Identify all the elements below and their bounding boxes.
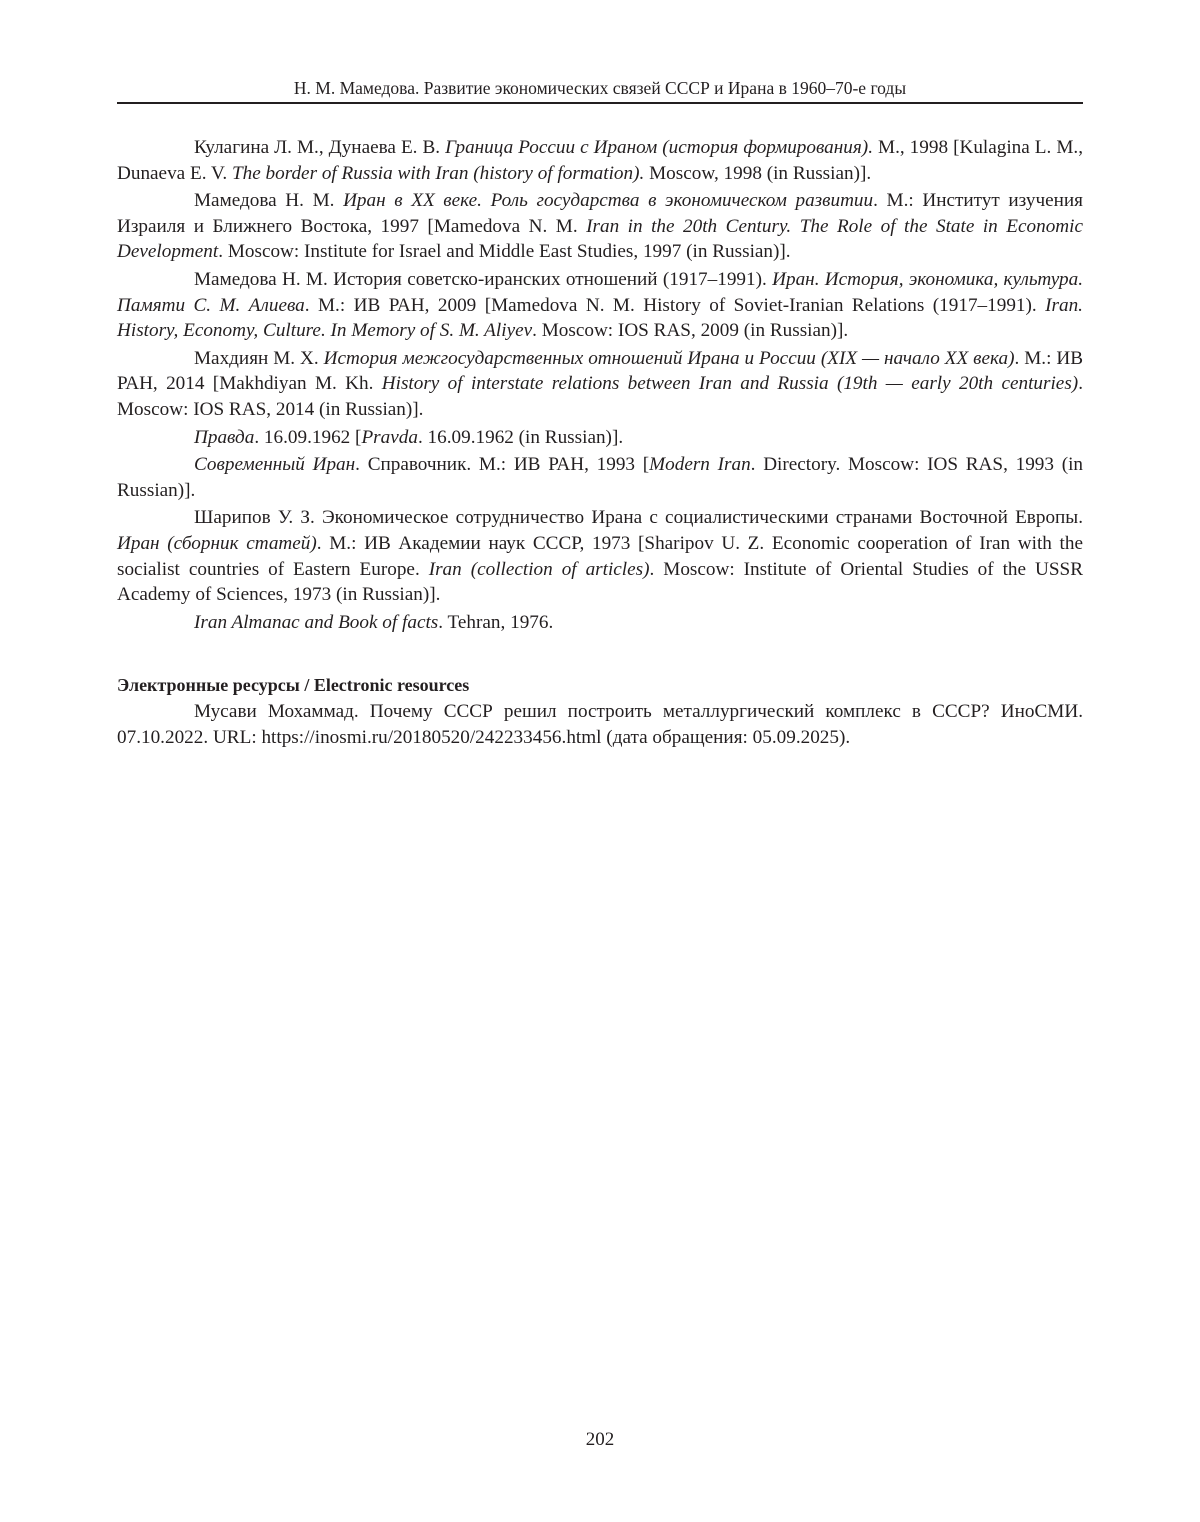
reference-text: Мамедова Н. М. <box>194 190 344 212</box>
reference-text: М., 1998 [Kulagina L. M., Dunaeva E. V. <box>117 137 1083 184</box>
electronic-resource-entry: Мусави Мохаммад. Почему СССР решил построить металлургический комплекс в СССР? ИноСМИ. 07.10.2022. URL: https://inosmi.ru/20180520/242233456.html (дата обращения: 05.09.2025). <box>117 701 1083 748</box>
reference-title: Iran Almanac and Book of facts <box>194 611 439 633</box>
reference-entry <box>117 425 1083 451</box>
reference-entry <box>117 610 1083 636</box>
reference-title: Правда <box>194 426 255 448</box>
running-head: Н. М. Мамедова. Развитие экономических связей СССР и Ирана в 1960–70-е годы <box>293 78 907 98</box>
reference-text: . Moscow: Institute of Oriental Studies of the USSR Academy of Sciences, 1973 (in Russian)]. <box>117 558 1083 606</box>
reference-entry <box>117 267 1083 344</box>
reference-entry <box>117 135 1083 186</box>
reference-entry <box>117 346 1083 423</box>
reference-text: Кулагина Л. М., Дунаева Е. В. <box>194 137 446 158</box>
reference-title-en: Iran (collection of articles) <box>428 558 650 580</box>
reference-text: . Справочник. М.: ИВ РАН, 1993 [ <box>355 454 650 476</box>
reference-text: . Directory. Moscow: IOS RAS, 1993 (in Russian)]. <box>117 454 1084 501</box>
reference-text: . М.: Институт изучения Израиля и Ближнего Востока, 1997 [Mamedova N. M. <box>117 190 1083 237</box>
reference-title-en: Modern Iran <box>649 454 751 476</box>
reference-title: Иран (сборник статей) <box>117 532 317 554</box>
reference-text: . М.: ИВ РАН, 2014 [Makhdiyan M. Kh. <box>117 347 1084 395</box>
reference-text: Мамедова Н. М. История советско-иранских отношений (1917–1991). <box>194 268 773 290</box>
reference-title-en: Iran. History, Economy, Culture. In Memory of S. M. Aliyev <box>117 294 1083 342</box>
reference-text: . М.: ИВ РАН, 2009 [Mamedova N. M. History of Soviet-Iranian Relations (1917–1991). <box>304 294 1046 316</box>
reference-text: Махдиян М. Х. <box>194 347 324 369</box>
reference-text: . Moscow: Institute for Israel and Middle East Studies, 1997 (in Russian)]. <box>218 241 791 263</box>
reference-text: . 16.09.1962 [ <box>254 426 362 448</box>
reference-entry <box>117 452 1083 503</box>
header-rule <box>117 102 1083 104</box>
reference-title-en: History of interstate relations between Iran and Russia (19th — early 20th centuries) <box>381 373 1079 395</box>
page-number: 202 <box>585 1429 615 1450</box>
reference-title-en: Iran in the 20th Century. The Role of the State in Economic Development <box>117 215 1083 263</box>
reference-title-en: The border of Russia with Iran (history of formation). <box>231 162 645 184</box>
reference-title: Граница России с Ираном (история формирования). <box>445 137 873 158</box>
reference-text: . Moscow: IOS RAS, 2009 (in Russian)]. <box>532 320 849 342</box>
reference-text: . М.: ИВ Академии наук СССР, 1973 [Sharipov U. Z. Economic cooperation of Iran with the socialist countries of Eastern Europe. <box>117 532 1083 580</box>
reference-title: Иран. История, экономика, культура. Памяти С. М. Алиева <box>117 268 1083 316</box>
reference-entry <box>117 188 1083 265</box>
reference-entry <box>117 505 1083 607</box>
reference-title-en: Pravda <box>361 426 418 448</box>
reference-list <box>117 135 1083 754</box>
reference-title: Иран в XX веке. Роль государства в экономическом развитии <box>343 190 874 212</box>
reference-title: История межгосударственных отношений Ирана и России (XIX — начало XX века) <box>323 347 1015 369</box>
reference-text: Moscow, 1998 (in Russian)]. <box>644 162 872 184</box>
reference-text: Шарипов У. З. Экономическое сотрудничество Ирана с социалистическими странами Восточной Европы. <box>194 507 1083 529</box>
reference-text: . 16.09.1962 (in Russian)]. <box>417 426 624 448</box>
section-heading: Электронные ресурсы / Electronic resources <box>117 675 470 696</box>
reference-title: Современный Иран <box>194 454 356 476</box>
reference-text: . Moscow: IOS RAS, 2014 (in Russian)]. <box>117 373 1083 420</box>
reference-text: . Tehran, 1976. <box>438 611 554 633</box>
